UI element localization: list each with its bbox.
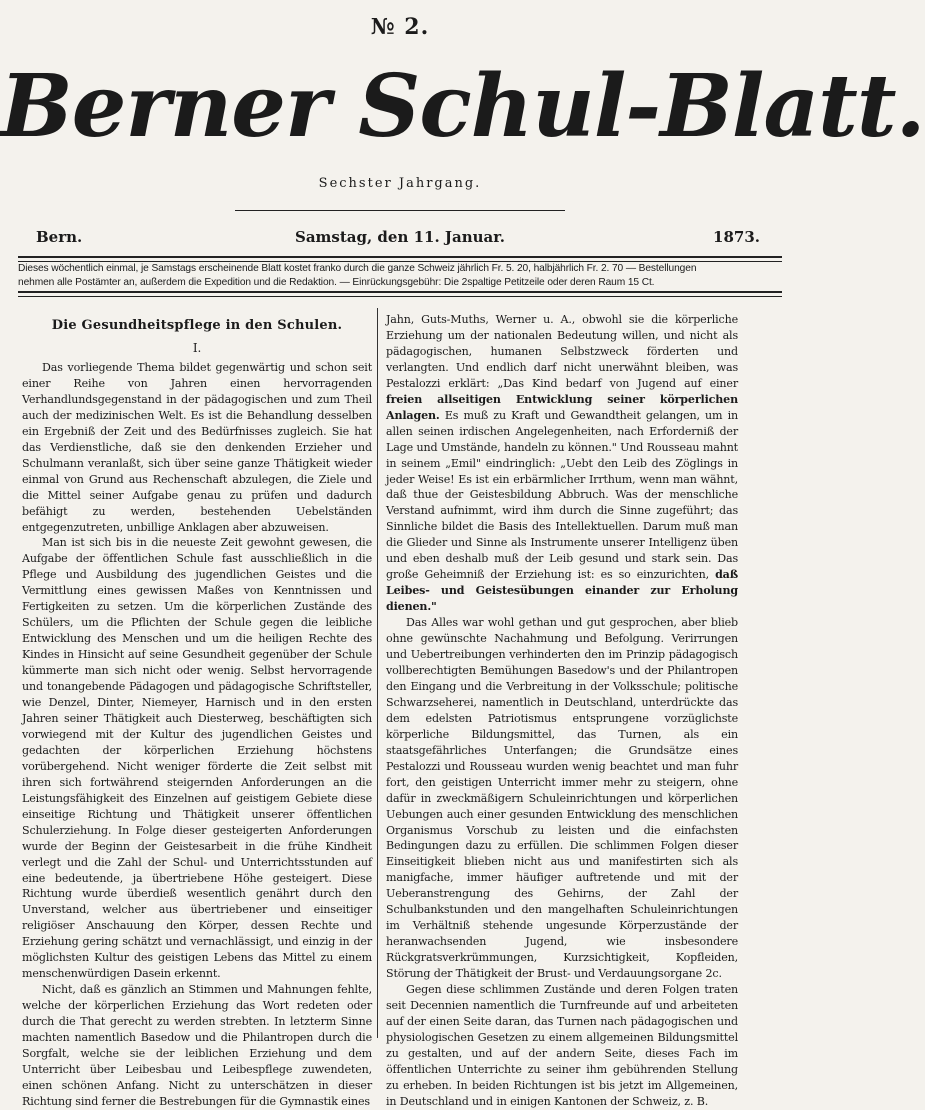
paragraph: Nicht, daß es gänzlich an Stimmen und Mahnungen fehlte, welche der körperlichen Erziehung das Wort redeten oder durch die That gerecht zu werden strebten. In letzterm Sinne machten namentlich Basedow und die Philantropen durch die Sorgfalt, welche sie der leiblichen Erziehung und dem Unterricht über Leibesbau und Leibespflege zuwendeten, einen schönen Anfang. Nicht zu unterschätzen in dieser Richtung sind ferner die Bestrebungen für die Gymnastik eines <box>22 983 372 1108</box>
right-column <box>386 312 738 1110</box>
emphasized-quote: daß Leibes- und Geistesübungen einander zur Erholung dienen." <box>386 568 738 614</box>
paragraph: Das vorliegende Thema bildet gegenwärtig und schon seit einer Reihe von Jahren einen hervorragenden Verhandlundsgegenstand in der pädagogischen und zum Theil auch der medizinischen Welt. Es ist die Behandlung desselben ein Ergebniß der Zeit und des Bedürfnisses zugleich. Sie hat das Verdienstliche, daß sie den denkenden Erzieher und Schulmann veranlaßt, sich über seine ganze Thätigkeit wieder einmal von Grund aus Rechenschaft abzulegen, die Ziele und die Mittel seiner Aufgabe genau zu prüfen und dadurch befähigt zu werden, bestehenden Uebelständen entgegenzutreten, unbillige Anklagen aber abzuweisen. <box>22 361 372 534</box>
masthead-divider <box>235 210 565 211</box>
issue-number: № 2. <box>370 14 430 40</box>
place: Bern. <box>36 228 83 246</box>
notice-line-1: Dieses wöchentlich einmal, je Samstags erscheinende Blatt kostet franko durch die ganze Schweiz jährlich Fr. 5. 20, halbjährlich Fr. 2. 70 — Bestellungen <box>18 263 697 274</box>
notice-bottom-rule <box>18 291 782 297</box>
subscription-notice <box>18 262 782 290</box>
emphasized-quote: freien allseitigen Entwicklung seiner körperlichen Anlagen. <box>386 392 738 422</box>
text-run: Jahn, Guts-Muths, Werner u. A., obwohl sie die körperliche Erziehung um der nationalen Bedeutung willen, und nicht als pädagogischen, humanen Selbstzweck förderten und verlangten. Und endlich darf nicht unerwähnt bleiben, was Pestalozzi erklärt: „Das Kind bedarf von Jugend auf einer <box>386 313 738 390</box>
notice-line-2: nehmen alle Postämter an, außerdem die Expedition und die Redaktion. — Einrückungsgebühr: Die 2spaltige Petitzeile oder deren Raum 15 Ct. <box>18 277 655 288</box>
issue-year: 1873. <box>713 228 760 246</box>
text-run: Es muß zu Kraft und Gewandtheit gelangen, um in allen seinen irdischen Angelegenheiten, nach Erforderniß der Lage und Umstände, handeln zu können." Und Rousseau mahnt in seinem „Emil" eindringlich: „Uebt den Leib des Zöglings in jeder Weise! Es ist ein erbärmlicher Irrthum, wenn man wähnt, daß thue der Geistesbildung Abbruch. Was der menschliche Verstand aufnimmt, wird ihm durch die Sinne zugeführt; das Sinnliche bildet die Basis des Intellektuellen. Darum muß man die Glieder und Sinne als Instrumente unserer Intelligenz üben und eben deshalb muß der Leib gesund und stark sein. Das große Geheimniß der Erziehung ist: es so einzurichten, <box>386 408 738 582</box>
paragraph: Man ist sich bis in die neueste Zeit gewohnt gewesen, die Aufgabe der öffentlichen Schule fast ausschließlich in die Pflege und Ausbildung des jugendlichen Geistes und die Vermittlung eines gewissen Maßes von Kenntnissen und Fertigkeiten zu setzen. Um die körperlichen Zustände des Schülers, um die Pflichten der Schule gegen die leibliche Entwicklung des Menschen und um die heiligen Rechte des Kindes in Hinsicht auf seine Gesundheit gegenüber der Schule kümmerte man sich nicht oder wenig. Selbst hervorragende und tonangebende Pädagogen und pädagogische Schriftsteller, wie Denzel, Dinter, Niemeyer, Harnisch und in den ersten Jahren seiner Thätigkeit auch Diesterweg, beschäftigten sich vorwiegend mit der Kultur des jugendlichen Geistes und gedachten der körperlichen Erziehung höchstens vorübergehend. Nicht weniger förderte die Zeit selbst mit ihren sich fortwährend steigernden Anforderungen an die Leistungsfähigkeit des Einzelnen auf geistigem Gebiete diese einseitige Richtung und Thätigkeit unserer öffentlichen Schulerziehung. In Folge dieser gesteigerten Anforderungen wurde der Beginn der Geistesarbeit in die frühe Kindheit verlegt und die Zahl der Schul- und Unterrichtsstunden auf eine bedeutende, ja übertriebene Höhe gesteigert. Diese Richtung wurde überdieß wesentlich genährt durch den Unverstand, welcher aus übertriebener und einseitiger religiöser Anschauung den Körper, dessen Rechte und Erziehung gering schätzt und vernachlässigt, und einzig in der möglichsten Kultur des geistigen Lebens das Mittel zu einem menschenwürdigen Dasein erkennt. <box>22 536 372 981</box>
paragraph-continued <box>386 312 738 615</box>
paragraph: Das Alles war wohl gethan und gut gesprochen, aber blieb ohne gewünschte Nachahmung und Befolgung. Verirrungen und Uebertreibungen verhinderten den im Prinzip pädagogisch vollberechtigten Bemühungen Basedow's und der Philantropen den Eingang und die Verbreitung in der Volksschule; politische Schwarzseherei, namentlich in Deutschland, unterdrückte das dem edelsten Patriotismus entsprungene vorzüglichste körperliche Bildungsmittel, das Turnen, als ein staatsgefährliches Unterfangen; die Grundsätze eines Pestalozzi und Rousseau wurden wenig beachtet und man fuhr fort, den geistigen Unterricht immer mehr zu steigern, ohne dafür in zweckmäßigern Schuleinrichtungen und körperlichen Uebungen auch einer gesunden Entwicklung des menschlichen Organismus Vorschub zu leisten und die einfachsten Bedingungen dazu zu erfüllen. Die schlimmen Folgen dieser Einseitigkeit blieben nicht aus und manifestirten sich als manigfache, immer häufiger auftretende und mit der Ueberanstrengung des Gehirns, der Zahl der Schulbankstunden und den mangelhaften Schuleinrichtungen im Verhältniß stehende ungesunde Körperzustände der heranwachsenden Jugend, wie insbesondere Rückgratsverkrümmungen, Kurzsichtigkeit, Kopfleiden, Störung der Thätigkeit der Brust- und Verdauungsorgane 2c. <box>386 616 738 981</box>
section-number: I. <box>192 341 202 355</box>
volume-subtitle: Sechster Jahrgang. <box>318 176 482 191</box>
left-column <box>22 312 372 1110</box>
dateline <box>36 228 764 252</box>
article-title: Die Gesundheitspflege in den Schulen. <box>51 318 343 333</box>
masthead-title: Berner Schul-Blatt. <box>0 56 925 157</box>
paragraph: Gegen diese schlimmen Zustände und deren Folgen traten seit Decennien namentlich die Turnfreunde auf und arbeiteten auf der einen Seite daran, das Turnen nach pädagogischen und physiologischen Gesetzen zu einem allgemeinen Bildungsmittel zu gestalten, und auf der andern Seite, dieses Fach im öffentlichen Unterrichte zu seiner ihm gebührenden Stellung zu erheben. In beiden Richtungen ist bis jetzt im Allgemeinen, in Deutschland und in einigen Kantonen der Schweiz, z. B. <box>386 983 738 1108</box>
issue-date: Samstag, den 11. Januar. <box>294 228 506 246</box>
column-divider <box>377 308 378 1038</box>
